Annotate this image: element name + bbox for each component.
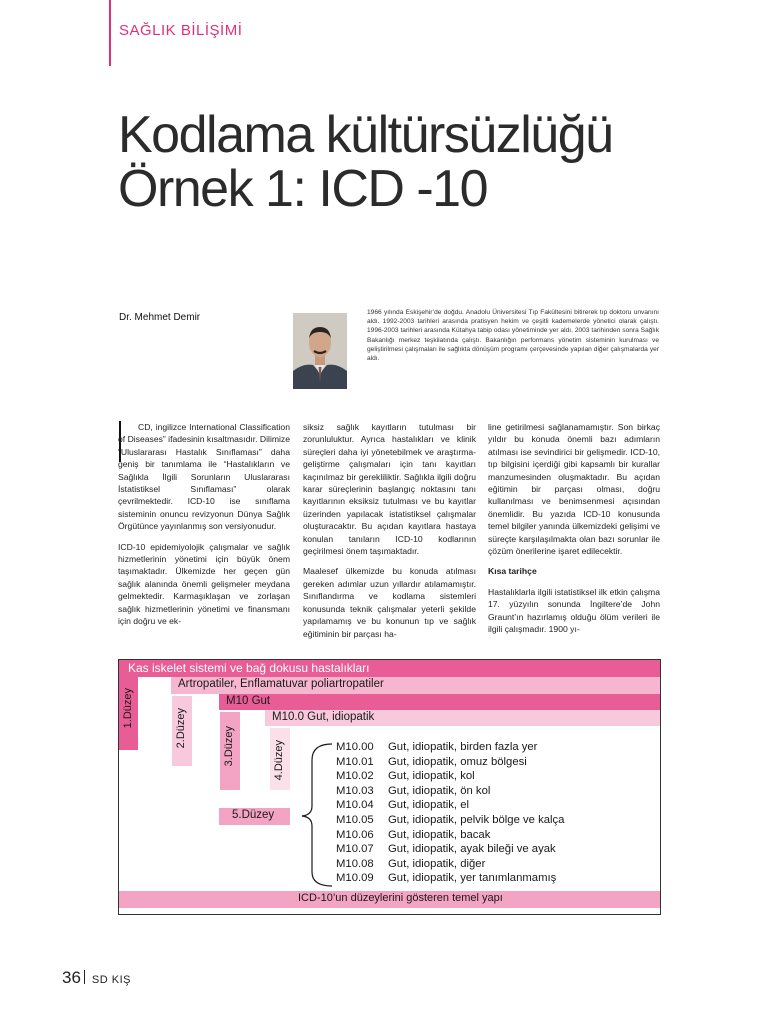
code-id: M10.09 — [336, 872, 374, 885]
code-id: M10.02 — [336, 770, 374, 783]
title-line-1: Kodlama kültürsüzlüğü — [118, 106, 613, 164]
code-description: Gut, idiopatik, kol — [388, 770, 475, 783]
code-row — [336, 798, 564, 813]
author-photo — [293, 313, 347, 389]
level-2-text: Artropatiler, Enflamatuvar poliartropatiler — [178, 678, 384, 690]
page-number: 36 — [62, 968, 81, 987]
page-footer — [62, 968, 131, 988]
code-row — [336, 857, 564, 872]
code-id: M10.07 — [336, 843, 374, 856]
paragraph: ICD-10 epidemiyolojik çalışmalar ve sağlık hizmetlerinin yönetimi için büyük önem taşımaktadır. Ülkemizde her geçen gün sağlık alanında önemli gelişmeler meydana gelmektedir. Karmaşıklaşan ve zorlaşan sağlık hizmetlerinin yönetimi ve finansmanı için doğru ve ek- — [118, 541, 290, 627]
code-row — [336, 813, 564, 828]
article-column-2 — [303, 421, 476, 648]
code-description: Gut, idiopatik, el — [388, 799, 470, 812]
code-row — [336, 784, 564, 799]
code-row — [336, 755, 564, 770]
level-1-label: 1.Düzey — [122, 688, 134, 729]
codes-brace — [290, 740, 336, 890]
author-name: Dr. Mehmet Demir — [119, 312, 201, 323]
level-3-row-bar — [219, 694, 660, 710]
code-id: M10.03 — [336, 784, 374, 797]
code-list — [336, 740, 564, 886]
level-4-text: M10.0 Gut, idiopatik — [272, 711, 375, 723]
paragraph: Hastalıklarla ilgili istatistiksel ilk etkin çalışma 17. yüzyılın sonunda İngiltere’de John Graunt’ın hazırlamış olduğu ölüm verileri ile ilgili çalışmadır. 1900 yı- — [488, 586, 660, 635]
section-label: SAĞLIK BİLİŞİMİ — [119, 22, 243, 39]
code-row — [336, 828, 564, 843]
paragraph: CD, ingilizce International Classification of Diseases” ifadesinin kısaltmasıdır. Dilimize “Uluslararası Hastalık Sınıflaması” daha geniş bir tanımlama ile “Hastalıkların ve Sağlıkla İlgili Sorunların Uluslararası İstatistiksel Sınıflaması” olarak çevrilmektedir. ICD-10 ise sınıflama sisteminin onuncu revizyonun Dünya Sağlık Örgütünce yayınlanmış son versiyonudur. — [118, 422, 290, 532]
author-bio: 1966 yılında Eskişehir’de doğdu. Anadolu Üniversitesi Tıp Fakültesini bitirerek tıp doktoru unvanını aldı. 1992-2003 tarihleri arasında pratisyen hekim ve çeşitli kademelerde yönetici olarak çalıştı. 1996-2003 tarihleri arasında Kütahya tabip odası yönetiminde yer aldı. 2003 tarihinden sonra Sağlık Bakanlığı merkez teşkilatında çalıştı. Bakanlığın performans yönetim sisteminin kurulması ve geliştirilmesi çalışmaları ile sağlıkta dönüşüm programı çerçevesinde yapılan diğer çalışmalarda yer aldı. — [367, 309, 659, 363]
level-3-text: M10 Gut — [226, 695, 271, 707]
code-row — [336, 871, 564, 886]
level-5-label: 5.Düzey — [232, 809, 275, 821]
code-description: Gut, idiopatik, ayak bileği ve ayak — [388, 843, 556, 856]
code-description: Gut, idiopatik, birden fazla yer — [388, 741, 538, 753]
title-line-2: Örnek 1: ICD -10 — [118, 160, 488, 218]
diagram-caption: ICD-10’un düzeylerini gösteren temel yapı — [298, 892, 503, 904]
footer-divider — [84, 970, 85, 984]
code-description: Gut, idiopatik, diğer — [388, 857, 486, 870]
diagram-header: Kas iskelet sistemi ve bağ dokusu hastalıkları — [128, 661, 370, 675]
subheading: Kısa tarihçe — [488, 566, 537, 577]
code-row — [336, 842, 564, 857]
code-description: Gut, idiopatik, ön kol — [388, 784, 491, 797]
section-accent-line — [109, 0, 111, 66]
level-3-label: 3.Düzey — [223, 726, 235, 767]
code-id: M10.04 — [336, 799, 374, 812]
code-id: M10.06 — [336, 828, 374, 841]
code-description: Gut, idiopatik, pelvik bölge ve kalça — [388, 813, 565, 826]
code-id: M10.00 — [336, 741, 374, 753]
code-id: M10.01 — [336, 755, 374, 768]
paragraph: Maalesef ülkemizde bu konuda atılması gereken adımlar uzun yıllardır atılamamıştır. Sınıflandırma ve kodlama sistemleri konusunda teknik çalışmalar yeterli şekilde yapılamamış ve bu konunun tıp ve sağlık eğitiminin bir parçası ha- — [303, 566, 476, 639]
article-column-1 — [118, 421, 290, 636]
article-column-3 — [488, 421, 660, 644]
paragraph: siksiz sağlık kayıtların tutulması bir zorunluluktur. Ayrıca hastalıkları ve klinik süreçleri daha iyi yönetebilmek ve araştırma-geliştirme çalışmaları için tanı kayıtları kaçınılmaz bir gerekliliktir. Sağlıkla ilgili doğru karar süreçlerinin başlangıç noktasını tanı kayıtlarının eksiksiz tutulması ve bu kayıtlar üzerinden yapılacak istatistiksel çalışmalar oluşturacaktır. Bu açıdan kayıtlara hastaya konulan tanıların ICD-10 kodlarının geçirilmesi önem taşımaktadır. — [303, 422, 476, 557]
code-row — [336, 740, 564, 755]
code-id: M10.08 — [336, 857, 374, 870]
code-row — [336, 769, 564, 784]
level-2-label: 2.Düzey — [175, 708, 187, 749]
level-4-label: 4.Düzey — [273, 740, 285, 781]
article-title — [118, 108, 613, 216]
code-id: M10.05 — [336, 813, 374, 826]
paragraph: line getirilmesi sağlanamamıştır. Son birkaç yıldır bu konuda önemli bazı adımların atılması ise sevindirici bir gelişmedir. ICD-10, tıp bilgisini içerdiği gibi kapsamlı bir kurallar manzumesinden oluşmaktadır. Bu açıdan eğitimin bir parçası olması, doğru kullanılması ve benimsenmesi açısından önemlidir. Bu yazıda ICD-10 konusunda temel bilgiler yanında ülkemizdeki gelişimi ve süreçte karşılaşılmakta olan bazı sorunlar ile çözüm önerilerine işaret edilecektir. — [488, 422, 660, 557]
code-description: Gut, idiopatik, omuz bölgesi — [388, 755, 527, 768]
magazine-name: SD KIŞ — [91, 974, 131, 986]
code-description: Gut, idiopatik, yer tanımlanmamış — [388, 872, 557, 885]
code-description: Gut, idiopatik, bacak — [388, 828, 491, 841]
